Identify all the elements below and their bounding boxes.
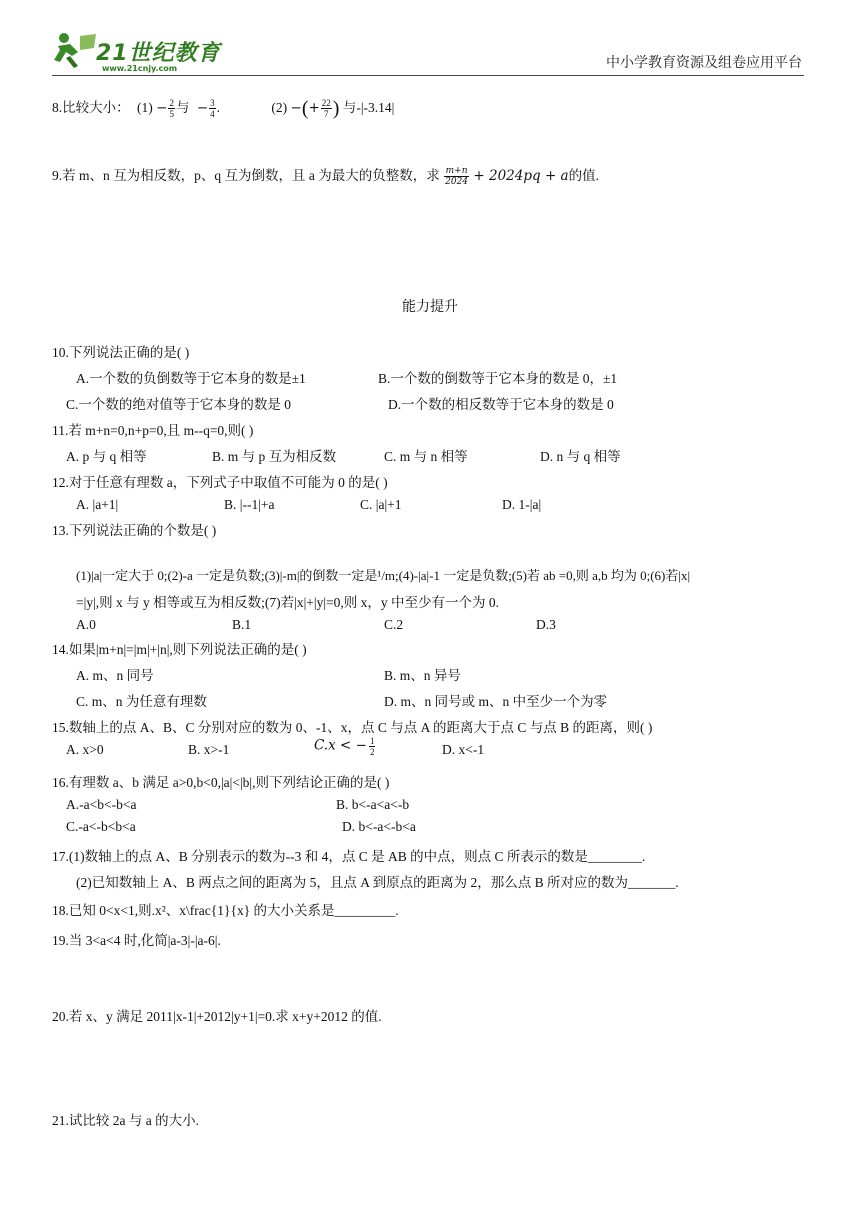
q14-option-c: C. m、n 为任意有理数 [76, 694, 207, 709]
q8-fraction-1: $\frac{2}{5}$ [169, 98, 174, 120]
q8-part1-label: (1) [137, 100, 153, 115]
q9-text: 9.若 m、n 互为相反数，p、q 互为倒数，且 a 为最大的负整数，求 [52, 168, 440, 183]
q13-option-a: A.0 [76, 617, 96, 632]
q14-option-d: D. m、n 同号或 m、n 中至少一个为零 [384, 694, 608, 709]
q16-option-c: C.-a<-b<b<a [66, 819, 136, 834]
q16-option-d: D. b<-a<-b<a [342, 819, 416, 834]
platform-name: 中小学教育资源及组卷应用平台 [606, 56, 802, 71]
header-divider [52, 75, 804, 76]
q8-label: 8.比较大小： [52, 100, 130, 115]
q8-tail: 与-|-3.14| [342, 100, 395, 115]
q11-option-c: C. m 与 n 相等 [384, 449, 468, 464]
q9-fraction: $\frac{m+n}{2024}$ [445, 166, 469, 188]
q15-option-d: D. x<-1 [442, 742, 485, 757]
q13-stem: 13.下列说法正确的个数是( ) [52, 523, 217, 538]
q14-option-a: A. m、n 同号 [76, 668, 154, 683]
q12-option-a: A. |a+1| [76, 497, 119, 512]
logo-subtext: www.21cnjy.com [102, 64, 178, 73]
q8-part2-label: (2) [271, 100, 288, 115]
question-8: 8.比较大小： (1) − $\frac{2}{5}$ 与 − $\frac{3}{4}$ . (2) −(+ $\frac{22}{7}$ ) 与-|-3.14| [52, 97, 395, 120]
q10-option-b: B.一个数的倒数等于它本身的数是 0，±1 [378, 371, 618, 386]
q13-option-d: D.3 [536, 617, 556, 632]
q14-option-b: B. m、n 异号 [384, 668, 461, 683]
question-9 [52, 164, 599, 187]
q8-fraction-3: $\frac{22}{7}$ [321, 98, 331, 120]
q13-option-c: C.2 [384, 617, 404, 632]
q18-text: 18.已知 0<x<1,则.x²、x\frac{1}{x} 的大小关系是_________. [52, 903, 399, 918]
q13-option-b: B.1 [232, 617, 252, 632]
q14-stem: 14.如果|m+n|=|m|+|n|,则下列说法正确的是( ) [52, 642, 307, 657]
q8-fraction-2: $\frac{3}{4}$ [210, 98, 215, 120]
q10-option-a: A.一个数的负倒数等于它本身的数是±1 [76, 371, 306, 386]
q19-text: 19.当 3<a<4 时,化简|a-3|-|a-6|. [52, 933, 221, 948]
q9-tail: 的值. [568, 168, 599, 183]
q13-statements-line2: =|y|,则 x 与 y 相等或互为相反数;(7)若|x|+|y|=0,则 x，y 中至少有一个为 0. [76, 595, 500, 610]
q15-option-b: B. x>-1 [188, 742, 230, 757]
q15-option-c: C.x < − $\frac{1}{2}$ [314, 736, 375, 757]
q11-option-b: B. m 与 p 互为相反数 [212, 449, 337, 464]
section-title: 能力提升 [402, 299, 458, 315]
q8-connector: 与 [175, 100, 190, 115]
logo [50, 26, 220, 76]
logo-text: 21世纪教育 [96, 41, 221, 66]
q11-option-a: A. p 与 q 相等 [66, 449, 147, 464]
q16-option-a: A.-a<b<-b<a [66, 797, 137, 812]
q11-option-d: D. n 与 q 相等 [540, 449, 621, 464]
q10-option-d: D.一个数的相反数等于它本身的数是 0 [388, 397, 614, 412]
q9-expression: + 2024pq + a [473, 168, 569, 184]
q10-stem: 10.下列说法正确的是( ) [52, 345, 190, 360]
q17-part1: 17.(1)数轴上的点 A、B 分别表示的数为--3 和 4，点 C 是 AB 的中点，则点 C 所表示的数是________. [52, 849, 646, 864]
q20-text: 20.若 x、y 满足 2011|x-1|+2012|y+1|=0.求 x+y+2012 的值. [52, 1009, 382, 1024]
q12-option-c: C. |a|+1 [360, 497, 402, 512]
q12-stem: 12.对于任意有理数 a，下列式子中取值不可能为 0 的是( ) [52, 475, 388, 490]
q13-statements-line1: (1)|a|一定大于 0;(2)-a 一定是负数;(3)|-m|的倒数一定是¹/m;(4)-|a|-1 一定是负数;(5)若 ab =0,则 a,b 均为 0;(6)若|x| [76, 568, 691, 583]
q16-stem: 16.有理数 a、b 满足 a>0,b<0,|a|<|b|,则下列结论正确的是( ) [52, 775, 390, 790]
q12-option-b: B. |--1|+a [224, 497, 275, 512]
q11-stem: 11.若 m+n=0,n+p=0,且 m--q=0,则( ) [52, 423, 254, 438]
q15-option-a: A. x>0 [66, 742, 104, 757]
q15-stem: 15.数轴上的点 A、B、C 分别对应的数为 0、-1、x，点 C 与点 A 的距离大于点 C 与点 B 的距离，则( ) [52, 720, 653, 735]
q10-option-c: C.一个数的绝对值等于它本身的数是 0 [66, 397, 292, 412]
q21-text: 21.试比较 2a 与 a 的大小. [52, 1113, 199, 1128]
q16-option-b: B. b<-a<a<-b [336, 797, 410, 812]
q12-option-d: D. 1-|a| [502, 497, 542, 512]
q17-part2: (2)已知数轴上 A、B 两点之间的距离为 5，且点 A 到原点的距离为 2，那么点 B 所对应的数为_______. [76, 875, 679, 890]
